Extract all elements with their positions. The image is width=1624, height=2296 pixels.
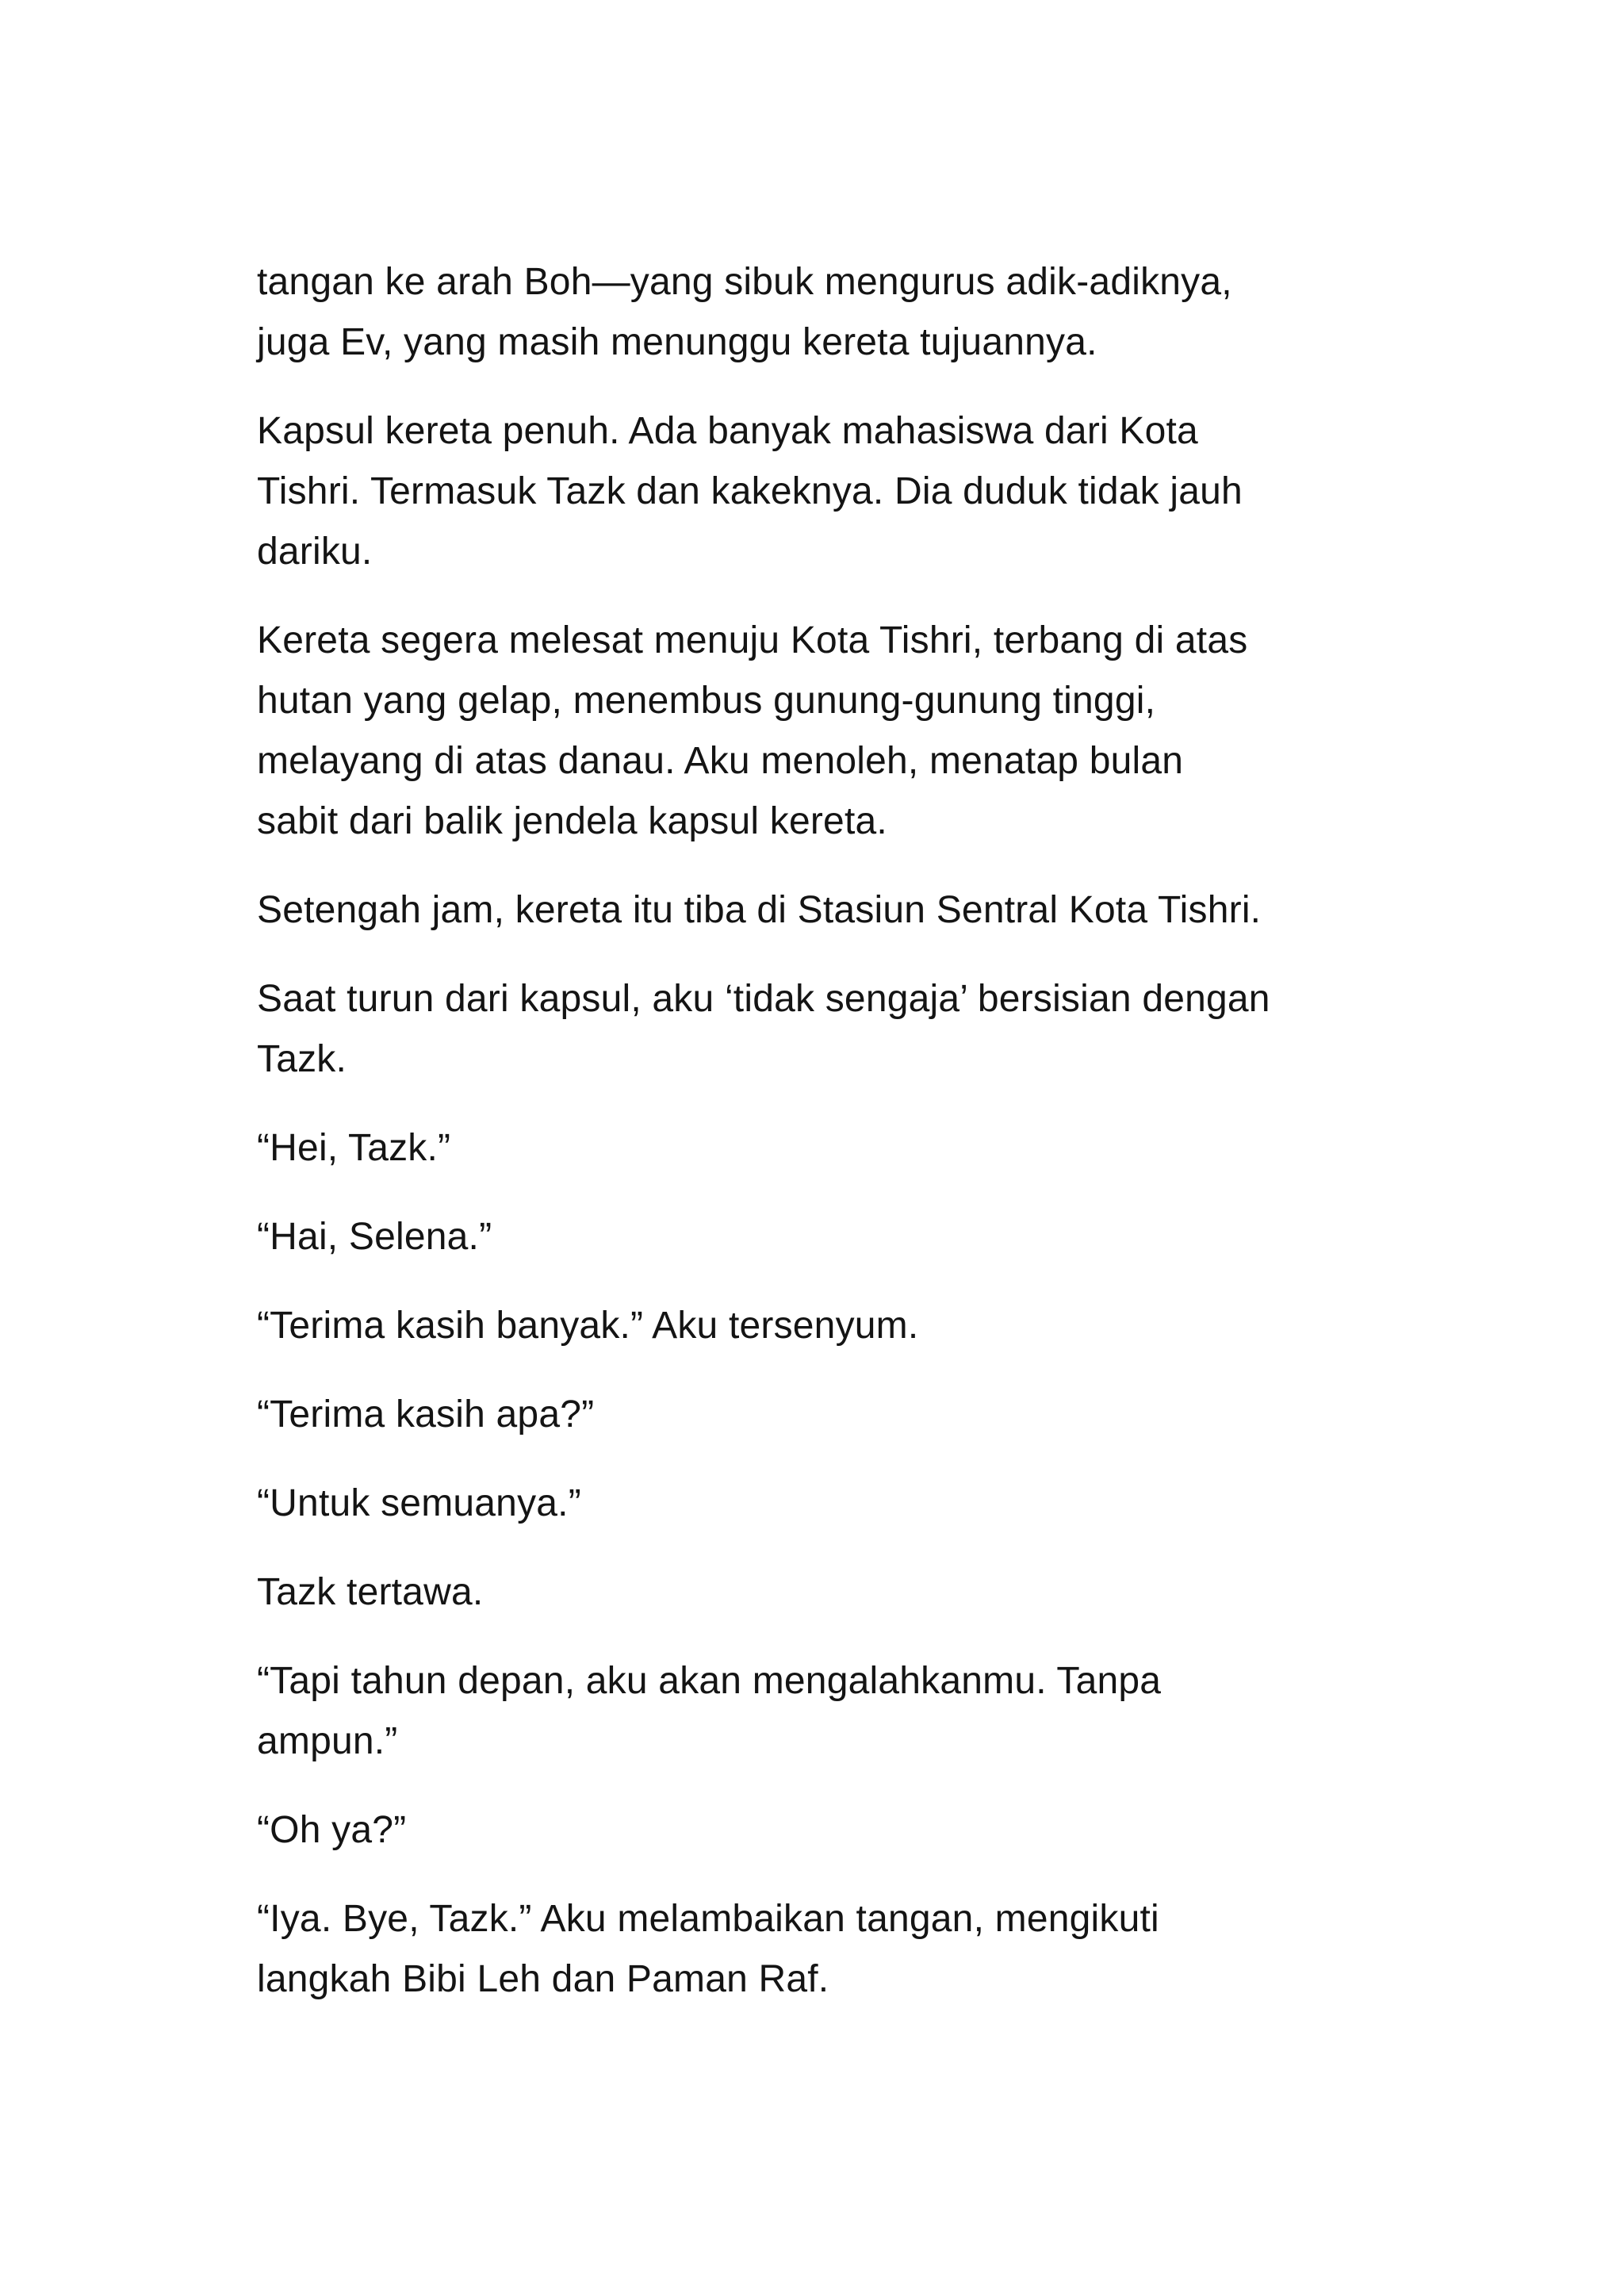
paragraph: Setengah jam, kereta itu tiba di Stasiun Sentral Kota Tishri.	[257, 889, 1262, 931]
dialogue-line: “Terima kasih apa?”	[257, 1393, 595, 1435]
dialogue-line: “Tapi tahun depan, aku akan mengalahkanmu. Tanpa ampun.”	[257, 1660, 1162, 1762]
dialogue-line: “Iya. Bye, Tazk.” Aku melambaikan tangan, mengikuti langkah Bibi Leh dan Paman Raf.	[257, 1898, 1159, 2000]
dialogue-line: “Terima kasih banyak.” Aku tersenyum.	[257, 1305, 919, 1347]
body-text	[257, 252, 1383, 2038]
paragraph: tangan ke arah Boh—yang sibuk mengurus adik-adiknya, juga Ev, yang masih menunggu kereta tujuannya.	[257, 261, 1232, 363]
dialogue-line: “Hai, Selena.”	[257, 1216, 492, 1258]
dialogue-line: “Oh ya?”	[257, 1809, 407, 1851]
paragraph: Kapsul kereta penuh. Ada banyak mahasiswa dari Kota Tishri. Termasuk Tazk dan kakeknya. Dia duduk tidak jauh dariku.	[257, 410, 1243, 573]
paragraph: Saat turun dari kapsul, aku ‘tidak sengaja’ bersisian dengan Tazk.	[257, 978, 1270, 1080]
dialogue-line: “Hei, Tazk.”	[257, 1127, 451, 1169]
dialogue-line: “Untuk semuanya.”	[257, 1482, 581, 1524]
paragraph: Kereta segera melesat menuju Kota Tishri, terbang di atas hutan yang gelap, menembus gunung-gunung tinggi, melayang di atas danau. Aku menoleh, menatap bulan sabit dari balik jendela kapsul kereta.	[257, 619, 1248, 842]
paragraph: Tazk tertawa.	[257, 1571, 484, 1613]
